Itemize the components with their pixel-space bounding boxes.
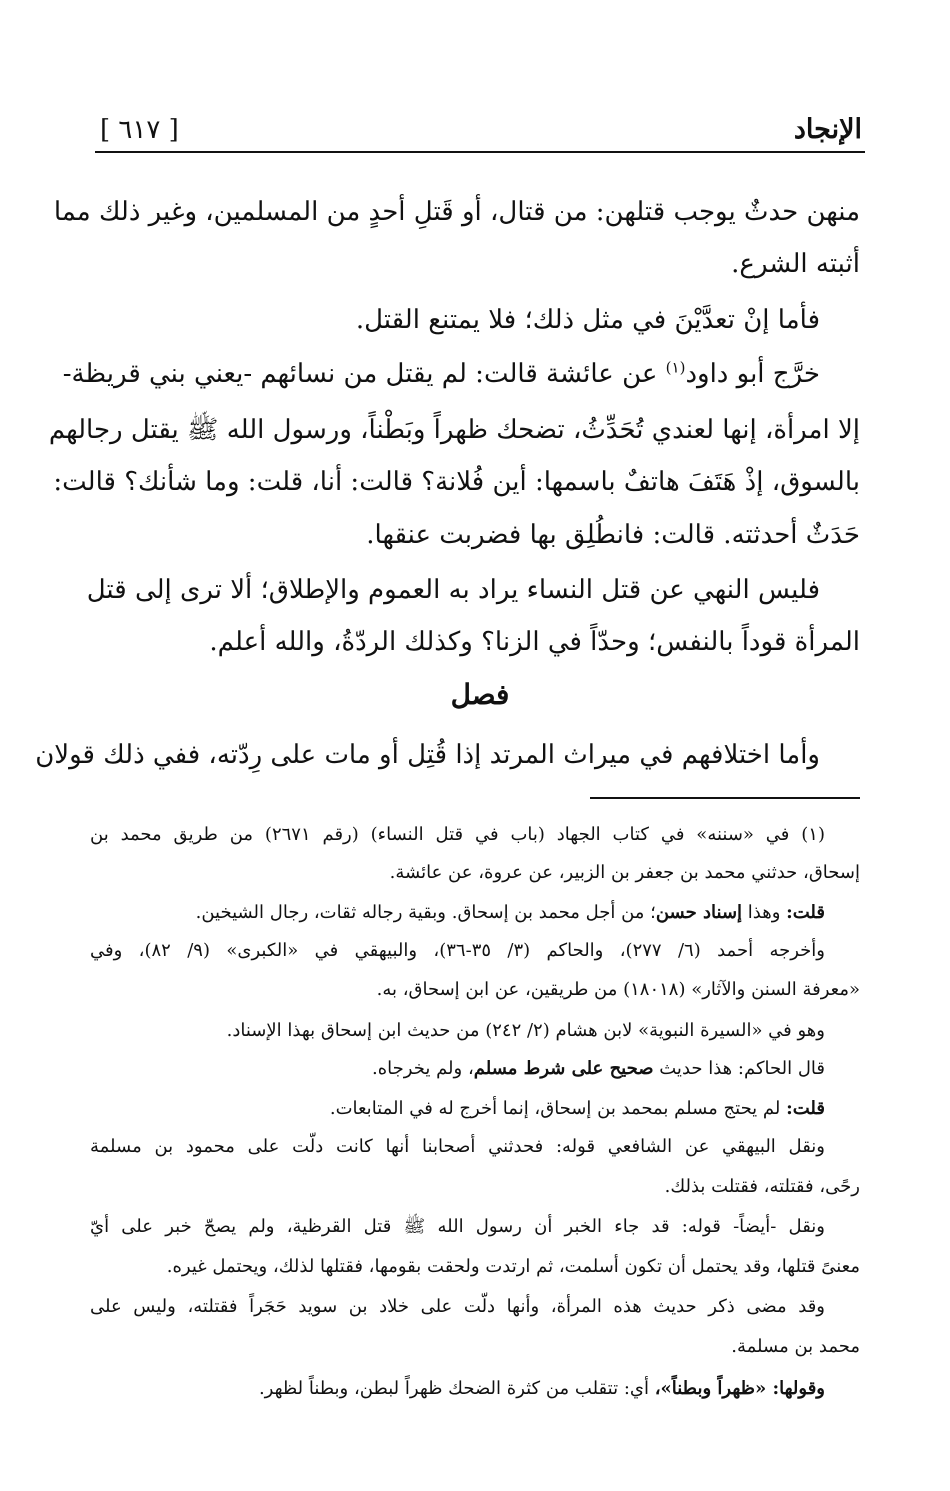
footnote-line: «معرفة السنن والآثار» (١٨٠١٨) من طريقين، عن ابن إسحاق، به. [376,979,860,1000]
footnote-line: رحًى، فقتلته، فقتلت بذلك. [664,1176,860,1197]
footnote-line: محمد بن مسلمة. [731,1336,860,1357]
running-head-title: الإنجاد [793,114,862,145]
header-divider [95,151,865,153]
footnote-bold-text: إسناد حسن [655,902,743,923]
footnote-text: لم يحتج مسلم بمحمد بن إسحاق، إنما أخرج له في المتابعات. [329,1098,787,1119]
page-number: [ ٦١٧ ] [100,115,179,145]
body-text: عن عائشة قالت: لم يقتل من نسائهم -يعني بني قريظة- [62,359,666,389]
footnote-line: وقد مضى ذكر حديث هذه المرأة، وأنها دلّت على خلاد بن سويد حَجَراً فقتلته، وليس على [90,1296,825,1317]
body-line: حَدَثٌ أحدثته. قالت: فانطُلِق بها فضربت عنقها. [366,520,860,550]
body-line: فأما إنْ تعدَّيْنَ في مثل ذلك؛ فلا يمتنع القتل. [355,305,820,335]
footnote-line: وأخرجه أحمد (٦/ ٢٧٧)، والحاكم (٣/ ٣٥-٣٦)، والبيهقي في «الكبرى» (٩/ ٨٢)، وفي [90,940,825,961]
body-line: بالسوق، إذْ هَتَفَ هاتفٌ باسمها: أين فُلانة؟ قالت: أنا، قلت: وما شأنك؟ قالت: [53,467,860,497]
footnote-bold-text: صحيح على شرط مسلم [473,1058,654,1079]
section-heading: فصل [450,678,510,711]
footnote-line [90,1374,860,1404]
body-line [62,352,860,396]
footnote-line: معنىً قتلها، وقد يحتمل أن تكون أسلمت، ثم ارتدت ولحقت بقومها، فقتلها لذلك، ويحتمل غيره. [166,1256,860,1277]
footnote-line [90,1054,860,1084]
footnote-reference: (١) [665,358,686,377]
footnote-line: (١) في «سننه» في كتاب الجهاد (باب في قتل النساء) (رقم ٢٦٧١) من طريق محمد بن [90,824,825,845]
footnote-line: وهو في «السيرة النبوية» لابن هشام (٢/ ٢٤٢) من حديث ابن إسحاق بهذا الإسناد. [226,1020,825,1041]
body-line: فليس النهي عن قتل النساء يراد به العموم والإطلاق؛ ألا ترى إلى قتل [86,575,820,605]
footnote-line: ونقل -أيضاً- قوله: قد جاء الخبر أن رسول الله ﷺ قتل القرظية، ولم يصحّ خبر على أيّ [90,1216,825,1237]
footnote-text: ؛ من أجل محمد بن إسحاق. وبقية رجاله ثقات، رجال الشيخين. [195,902,656,923]
body-line: إلا امرأة، إنها لعندي تُحَدِّثُ، تضحك ظهراً وبَطْناً، ورسول الله ﷺ يقتل رجالهم [48,415,860,445]
footnote-line [90,898,860,928]
footnote-line: ونقل البيهقي عن الشافعي قوله: فحدثني أصحابنا أنها كانت دلّت على محمود بن مسلمة [90,1136,825,1157]
body-line: المرأة قوداً بالنفس؛ وحدّاً في الزنا؟ وكذلك الردّةُ، والله أعلم. [209,627,860,657]
footnote-text: أي: تتقلب من كثرة الضحك ظهراً لبطن، وبطناً لظهر. [258,1378,655,1399]
footnote-bold-text: قلت: [786,1098,825,1119]
footnote-bold-text: وقولها: «ظهراً وبطناً»، [654,1378,825,1399]
footnote-divider [590,797,860,799]
footnote-line [90,1094,860,1124]
body-text: خرَّج أبو داود [685,359,820,389]
body-line: أثبته الشرع. [731,249,860,279]
body-line: منهن حدثٌ يوجب قتلهن: من قتال، أو قَتلِ أحدٍ من المسلمين، وغير ذلك مما [53,197,860,227]
footnote-line: إسحاق، حدثني محمد بن جعفر بن الزبير، عن عروة، عن عائشة. [389,862,860,883]
footnote-text: وهذا [742,902,787,923]
footnote-text: قال الحاكم: هذا حديث [653,1058,825,1079]
body-line: وأما اختلافهم في ميراث المرتد إذا قُتِل أو مات على رِدّته، ففي ذلك قولان [35,740,820,770]
footnote-bold-text: قلت: [786,902,825,923]
footnote-text: ، ولم يخرجاه. [372,1058,474,1079]
